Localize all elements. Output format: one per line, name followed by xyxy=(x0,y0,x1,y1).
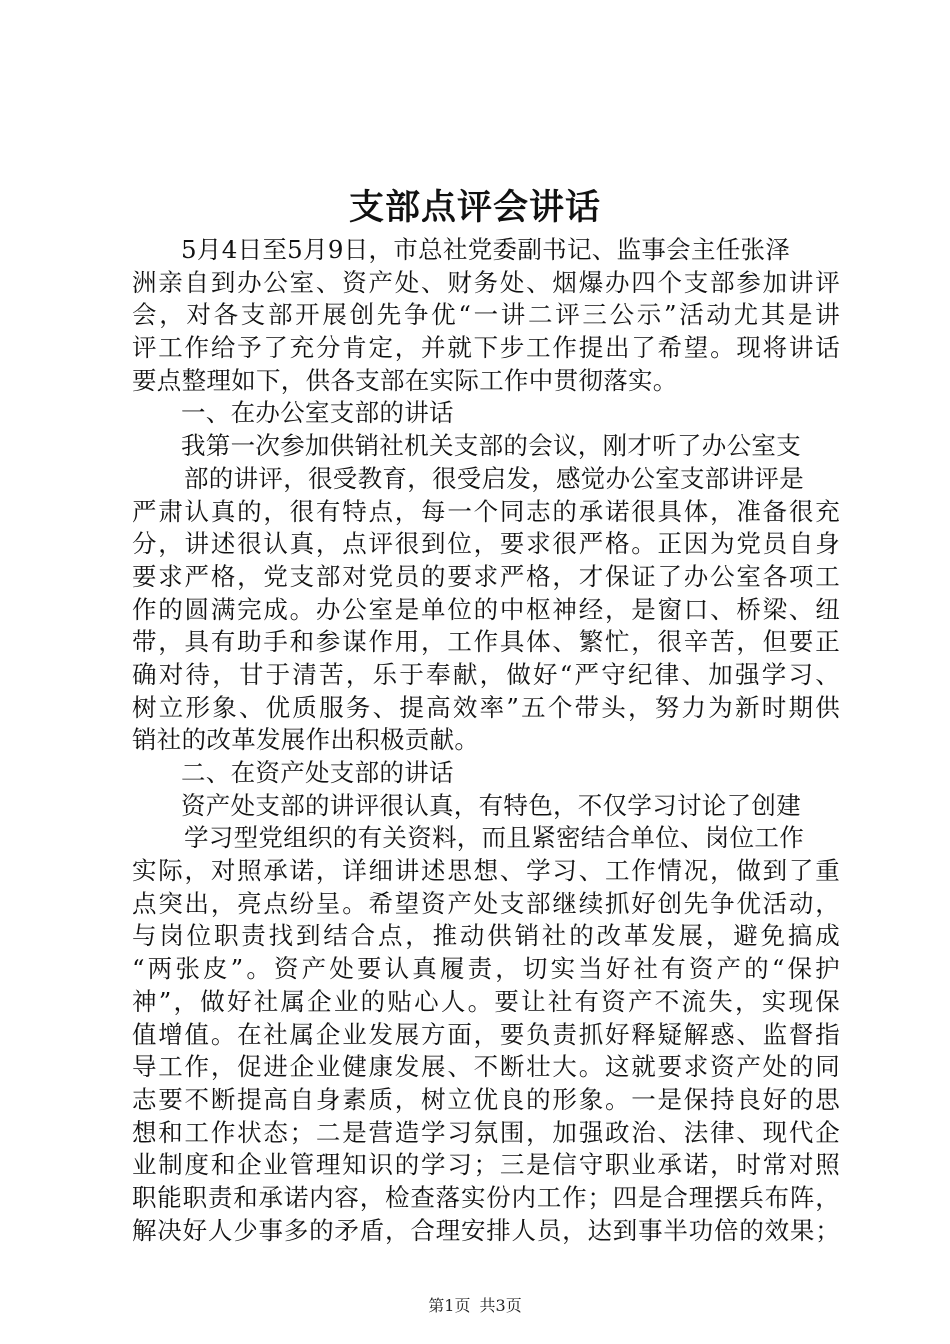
paragraph-line: 要点整理如下，供各支部在实际工作中贯彻落实。 xyxy=(132,365,678,395)
paragraph-line: 我第一次参加供销社机关支部的会议，刚才听了办公室支 xyxy=(181,431,801,461)
paragraph-line: 值增值。在社属企业发展方面，要负责抓好释疑解惑、监督指 xyxy=(132,1019,840,1049)
paragraph-line: 导工作，促进企业健康发展、不断壮大。这就要求资产处的同 xyxy=(132,1052,840,1082)
paragraph-line: 评工作给予了充分肯定，并就下步工作提出了希望。现将讲话 xyxy=(132,333,840,363)
paragraph-line: 严肃认真的，很有特点，每一个同志的承诺很具体，准备很充 xyxy=(132,496,840,526)
paragraph-line: 业制度和企业管理知识的学习；三是信守职业承诺，时常对照 xyxy=(132,1150,840,1180)
paragraph-line: 神”，做好社属企业的贴心人。要让社有资产不流失，实现保 xyxy=(132,986,840,1016)
paragraph-line: 解决好人少事多的矛盾，合理安排人员，达到事半功倍的效果； xyxy=(132,1215,840,1245)
paragraph-line: 分，讲述很认真，点评很到位，要求很严格。正因为党员自身 xyxy=(132,529,840,559)
paragraph-line: “两张皮”。资产处要认真履责，切实当好社有资产的“保护 xyxy=(132,954,840,984)
document-body xyxy=(132,234,840,1247)
paragraph-line: 想和工作状态；二是营造学习氛围，加强政治、法律、现代企 xyxy=(132,1117,840,1147)
paragraph-line: 会，对各支部开展创先争优“一讲二评三公示”活动尤其是讲 xyxy=(132,300,840,330)
document-title: 支部点评会讲话 xyxy=(348,187,601,228)
page-number: 第1页 xyxy=(428,1296,471,1315)
paragraph-line: 与岗位职责找到结合点，推动供销社的改革发展，避免搞成 xyxy=(132,921,840,951)
paragraph-line: 部的讲评，很受教育，很受启发，感觉办公室支部讲评是 xyxy=(184,463,804,493)
section-heading: 二、在资产处支部的讲话 xyxy=(181,758,454,787)
paragraph-line: 学习型党组织的有关资料，而且紧密结合单位、岗位工作 xyxy=(184,823,804,853)
paragraph-line: 5月4日至5月9日，市总社党委副书记、监事会主任张泽 xyxy=(181,235,791,264)
paragraph-line: 志要不断提高自身素质，树立优良的形象。一是保持良好的思 xyxy=(132,1084,840,1114)
page-footer xyxy=(0,1295,950,1317)
paragraph-line: 实际，对照承诺，详细讲述思想、学习、工作情况，做到了重 xyxy=(132,856,840,886)
paragraph-line: 作的圆满完成。办公室是单位的中枢神经，是窗口、桥梁、纽 xyxy=(132,594,840,624)
paragraph-line: 洲亲自到办公室、资产处、财务处、烟爆办四个支部参加讲评 xyxy=(132,267,840,297)
section-heading: 一、在办公室支部的讲话 xyxy=(181,398,454,428)
page-total: 共3页 xyxy=(479,1296,522,1315)
paragraph-line: 职能职责和承诺内容，检查落实份内工作；四是合理摆兵布阵， xyxy=(132,1182,840,1212)
paragraph-line: 点突出，亮点纷呈。希望资产处支部继续抓好创先争优活动， xyxy=(132,888,840,918)
paragraph-line: 销社的改革发展作出积极贡献。 xyxy=(132,725,480,755)
paragraph-line: 确对待，甘于清苦，乐于奉献，做好“严守纪律、加强学习、 xyxy=(132,659,840,689)
paragraph-line: 要求严格，党支部对党员的要求严格，才保证了办公室各项工 xyxy=(132,561,840,591)
paragraph-line: 带，具有助手和参谋作用，工作具体、繁忙，很辛苦，但要正 xyxy=(132,627,840,657)
paragraph-line: 树立形象、优质服务、提高效率”五个带头，努力为新时期供 xyxy=(132,692,840,722)
paragraph-line: 资产处支部的讲评很认真，有特色，不仅学习讨论了创建 xyxy=(181,790,801,820)
